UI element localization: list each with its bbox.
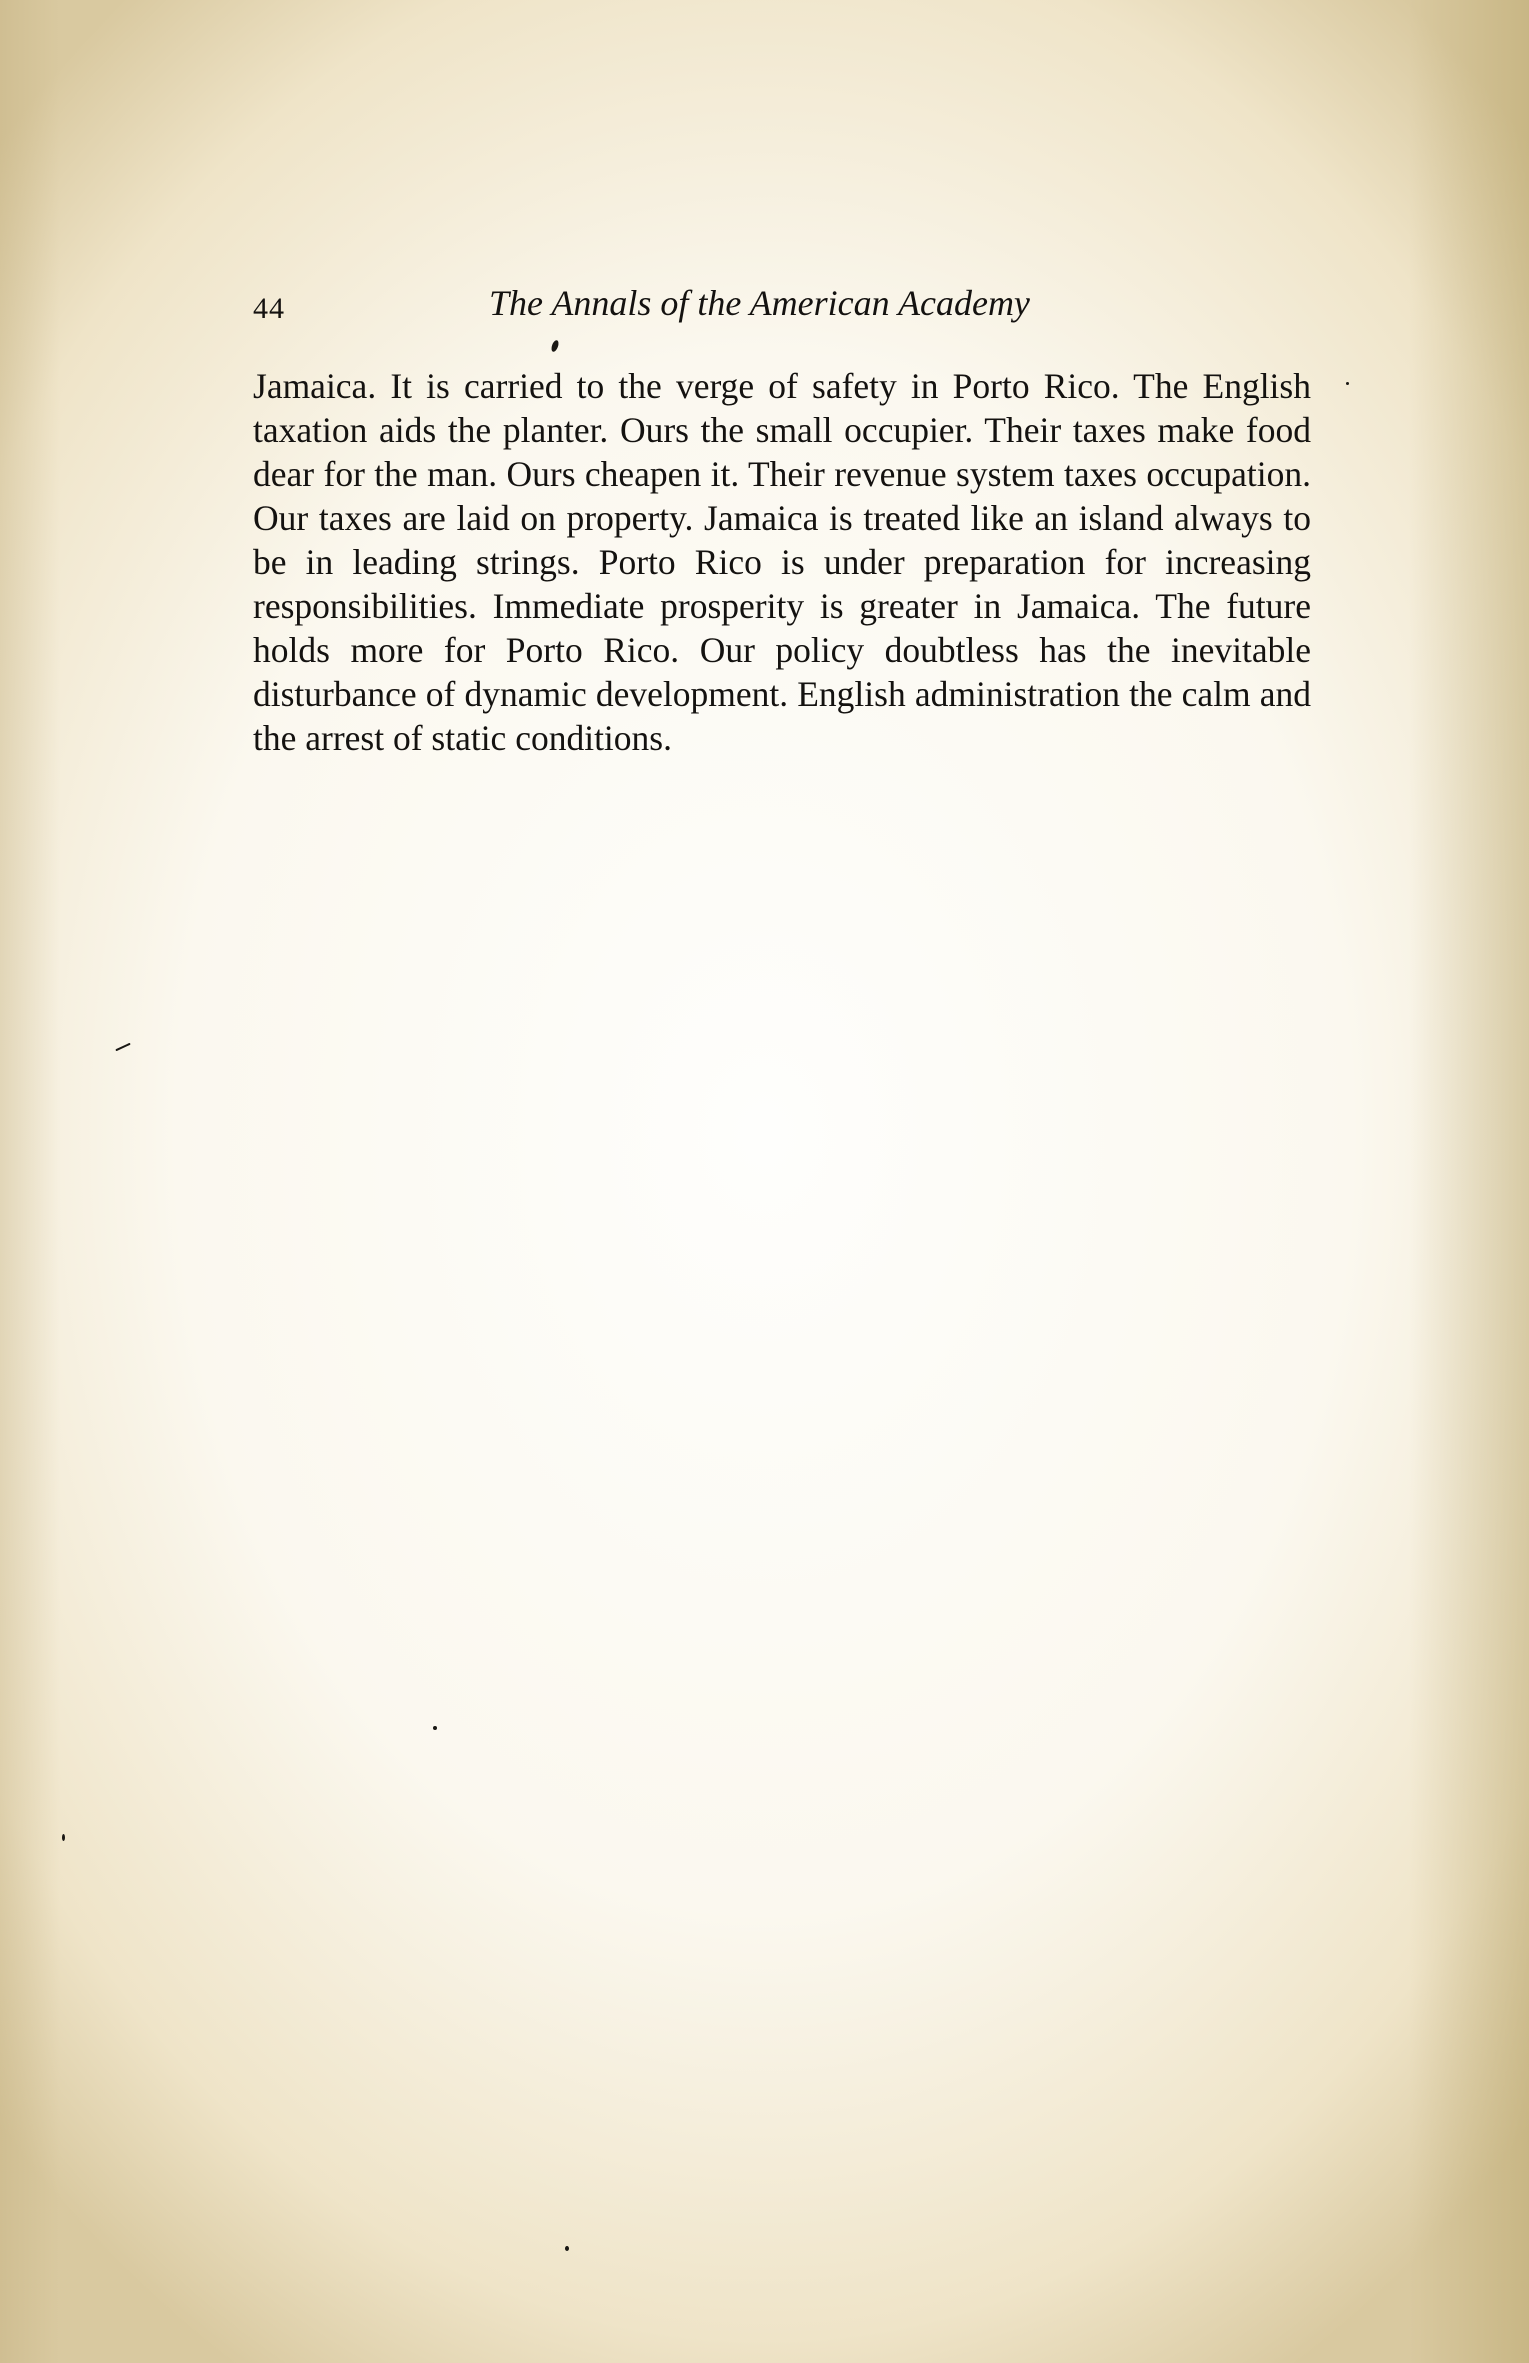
ink-speck bbox=[115, 1043, 130, 1052]
running-head bbox=[253, 282, 1313, 332]
page-edge-shadow-left bbox=[0, 0, 60, 2363]
body-paragraph: Jamaica. It is carried to the verge of safety in Porto Rico. The English taxation aids the planter. Ours the small occupier. Their taxes make food dear for the man. Ours cheapen it. Their revenue system taxes occupation. Our taxes are laid on property. Jamaica is treated like an island always to be in leading strings. Porto Rico is under preparation for increasing responsibilities. Immediate prosperity is greater in Jamaica. The future holds more for Porto Rico. Our policy doubtless has the inevitable disturbance of dynamic development. English administration the calm and the arrest of static conditions. bbox=[253, 366, 1311, 758]
ink-speck bbox=[1346, 382, 1349, 385]
page-edge-shadow-right bbox=[1409, 0, 1529, 2363]
ink-speck bbox=[565, 2246, 569, 2251]
journal-title: The Annals of the American Academy bbox=[489, 283, 1030, 323]
ink-speck bbox=[433, 1726, 437, 1730]
ink-speck bbox=[550, 339, 560, 352]
page-number: 44 bbox=[253, 292, 285, 325]
ink-speck bbox=[62, 1834, 65, 1841]
